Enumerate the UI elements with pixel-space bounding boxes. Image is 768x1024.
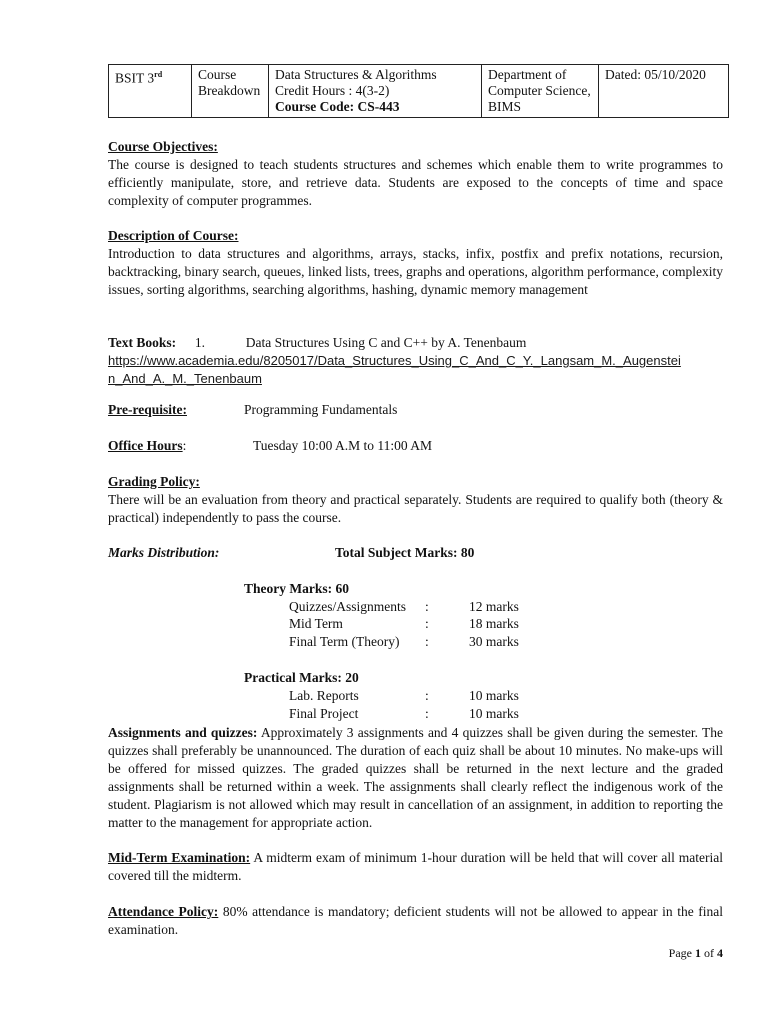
prerequisite-row [108, 402, 187, 418]
department-cell [482, 65, 599, 118]
office-hours-value: Tuesday 10:00 A.M to 11:00 AM [253, 438, 433, 453]
current-page: 1 [695, 946, 701, 960]
practical-item-name: Lab. Reports [289, 688, 359, 703]
attendance-text: 80% attendance is mandatory; deficient students will not be allowed to appear in the final examination. [108, 904, 724, 937]
description-text: Introduction to data structures and algorithms, arrays, stacks, infix, postfix and prefix notations, recursion, backtracking, binary search, queues, linked lists, trees, graphs and operations, algorithm performance, complexity issues, sorting algorithms, searching algorithms, hashing, dynamic memory management [108, 246, 723, 297]
page-word: Page [668, 946, 692, 960]
practical-heading: Practical Marks: 20 [244, 670, 359, 685]
department-line-3: BIMS [488, 99, 522, 114]
attendance-heading: Attendance Policy: [108, 904, 219, 919]
total-pages: 4 [717, 946, 723, 960]
breakdown-label: Breakdown [198, 83, 261, 98]
grading-heading: Grading Policy: [108, 474, 200, 489]
dated-label: Dated: 05/10/2020 [605, 67, 706, 82]
theory-item-marks: 18 marks [469, 616, 519, 631]
course-title: Data Structures & Algorithms [275, 67, 437, 82]
textbook-link-line-1[interactable]: https://www.academia.edu/8205017/Data_Structures_Using_C_And_C_Y._Langsam_M._Augenstei [108, 353, 681, 368]
textbook-number: 1. [194, 335, 206, 350]
program-cell [109, 65, 192, 118]
attendance-section [108, 903, 723, 939]
midterm-section [108, 849, 723, 885]
prerequisite-heading: Pre-requisite: [108, 402, 187, 417]
prerequisite-value: Programming Fundamentals [244, 402, 398, 417]
description-section [108, 227, 723, 299]
objectives-heading: Course Objectives: [108, 139, 218, 154]
department-line-2: Computer Science, [488, 83, 591, 98]
program-label: BSIT 3 [115, 70, 155, 86]
midterm-text: A midterm exam of minimum 1-hour duration will be held that will cover all material covered till the midterm. [108, 850, 724, 883]
assignments-text: Approximately 3 assignments and 4 quizzes shall be given during the semester. The quizzes shall preferably be unannounced. The duration of each quiz shall be about 10 minutes. No make-ups will be offered for missed quizzes. The graded quizzes shall be returned in the next lecture and the graded assignments shall be returned within a week. The assignments shall clearly reflect the indigenous work of the student. Plagiarism is not allowed which may result in cancellation of an assignment, in addition to reporting the matter to the management for appropriate action. [108, 725, 723, 830]
page-footer [669, 946, 723, 961]
theory-item-marks: 30 marks [469, 634, 519, 649]
practical-item-name: Final Project [289, 706, 359, 721]
grading-text: There will be an evaluation from theory and practical separately. Students are required to qualify both (theory & practical) independently to pass the course. [108, 492, 723, 525]
practical-item-marks: 10 marks [469, 706, 519, 721]
objectives-text: The course is designed to teach students structures and schemes which enable them to write programmes to efficiently manipulate, store, and retrieve data. Students are exposed to the concepts of time and space complexity of computer programmes. [108, 157, 723, 208]
theory-item-name: Mid Term [289, 616, 343, 631]
midterm-heading: Mid-Term Examination: [108, 850, 251, 865]
program-sup: rd [154, 70, 163, 79]
course-header-table [108, 64, 729, 118]
course-label: Course [198, 67, 237, 82]
theory-item-name: Final Term (Theory) [289, 634, 400, 649]
date-cell [599, 65, 729, 118]
theory-item-colon: : [425, 634, 429, 649]
office-hours-row [108, 438, 186, 454]
office-hours-heading: Office Hours [108, 438, 183, 453]
objectives-section [108, 138, 723, 210]
practical-item-marks: 10 marks [469, 688, 519, 703]
credit-hours: Credit Hours : 4(3-2) [275, 83, 390, 98]
theory-item-marks: 12 marks [469, 599, 519, 614]
department-line-1: Department of [488, 67, 567, 82]
practical-item-colon: : [425, 688, 429, 703]
office-hours-colon: : [182, 438, 187, 453]
description-heading: Description of Course: [108, 228, 239, 243]
textbooks-heading: Text Books: [108, 335, 177, 350]
marks-distribution-label: Marks Distribution: [108, 545, 220, 560]
textbook-link-line-2[interactable]: n_And_A._M._Tenenbaum [108, 371, 262, 386]
textbook-title: Data Structures Using C and C++ by A. Tenenbaum [245, 335, 527, 350]
course-code: Course Code: CS-443 [275, 99, 400, 114]
course-info-cell [269, 65, 482, 118]
textbooks-section [108, 334, 723, 388]
theory-item-name: Quizzes/Assignments [289, 599, 406, 614]
theory-heading: Theory Marks: 60 [244, 581, 349, 596]
of-word: of [704, 946, 714, 960]
grading-section [108, 473, 723, 527]
assignments-heading: Assignments and quizzes: [108, 725, 258, 740]
practical-item-colon: : [425, 706, 429, 721]
theory-item-colon: : [425, 616, 429, 631]
total-marks: Total Subject Marks: 80 [335, 545, 475, 560]
assignments-section [108, 724, 723, 832]
theory-item-colon: : [425, 599, 429, 614]
course-breakdown-cell [192, 65, 269, 118]
